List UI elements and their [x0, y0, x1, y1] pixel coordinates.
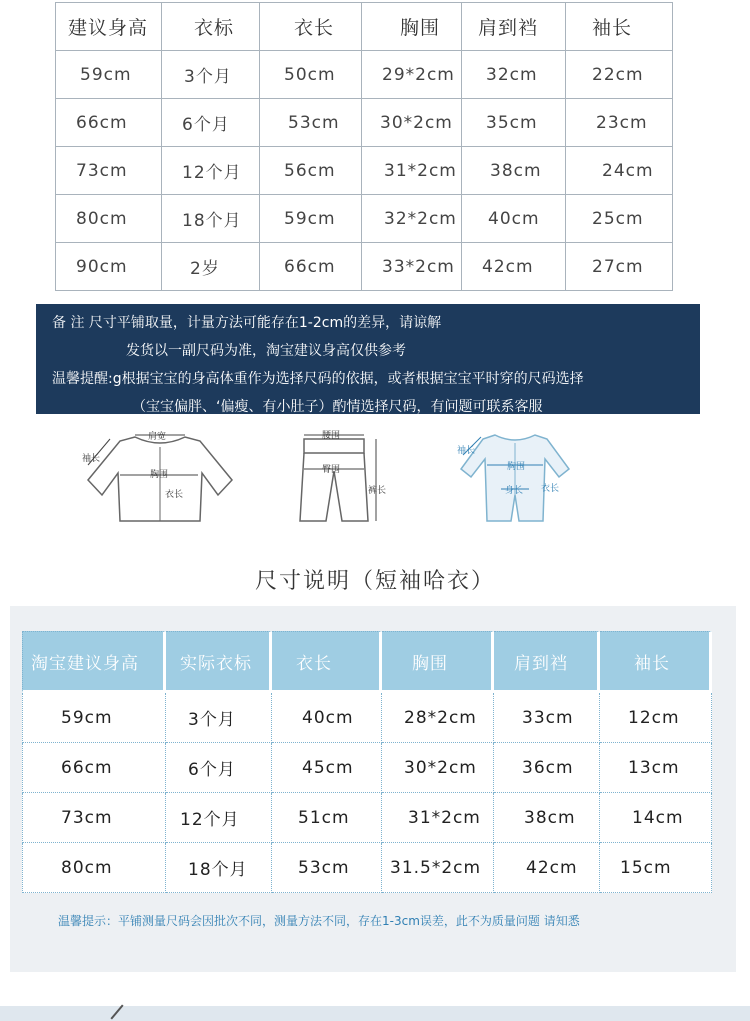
table-cell [494, 843, 600, 893]
cell-value: 3个月 [184, 67, 232, 87]
cell-value: 51cm [298, 807, 350, 828]
cell-value: 18个月 [182, 211, 242, 231]
cell-value: 38cm [524, 807, 576, 828]
header-cell [260, 3, 362, 51]
cell-value: 66cm [61, 757, 113, 778]
header-label: 淘宝建议身高 [31, 653, 139, 674]
cell-value: 6个月 [182, 115, 230, 135]
label-length: 衣长 [165, 490, 184, 500]
cell-value: 31*2cm [408, 807, 481, 828]
table-cell [162, 195, 260, 243]
table-cell [494, 743, 600, 793]
table-cell [566, 51, 673, 99]
cell-value: 23cm [596, 112, 648, 133]
table-cell [56, 147, 162, 195]
table-row [22, 743, 712, 793]
cell-value: 29*2cm [382, 64, 455, 85]
cell-value: 31*2cm [384, 160, 457, 181]
table-cell [166, 793, 272, 843]
size-table-short-sleeve [22, 631, 712, 893]
table-cell [362, 243, 462, 291]
cell-value: 30*2cm [380, 112, 453, 133]
table-cell [362, 195, 462, 243]
cell-value: 12个月 [180, 810, 240, 830]
table-cell [162, 147, 260, 195]
table-cell [260, 147, 362, 195]
table-cell [566, 243, 673, 291]
header-cell [22, 631, 166, 693]
table-cell [566, 99, 673, 147]
cell-value: 2岁 [190, 259, 220, 279]
table-cell [22, 743, 166, 793]
cell-value: 18个月 [188, 860, 248, 880]
table-cell [162, 51, 260, 99]
cell-value: 56cm [284, 160, 336, 181]
table-row [22, 693, 712, 743]
label-romper-length: 衣长 [541, 484, 560, 494]
table-cell [272, 743, 382, 793]
table-cell [272, 693, 382, 743]
header-label: 胸围 [412, 653, 448, 674]
table-cell [382, 693, 494, 743]
table-cell [462, 51, 566, 99]
table-cell [566, 147, 673, 195]
table-row [56, 195, 673, 243]
header-cell [162, 3, 260, 51]
note-line: 备 注 尺寸平铺取量，计量方法可能存在1-2cm的差异，请谅解 [52, 315, 442, 331]
table-cell [600, 793, 712, 843]
cell-value: 66cm [284, 256, 336, 277]
cell-value: 59cm [80, 64, 132, 85]
table-cell [166, 843, 272, 893]
label-romper-body: 身长 [505, 486, 524, 496]
header-cell [566, 3, 673, 51]
table-cell [166, 693, 272, 743]
size-table-section [0, 0, 750, 300]
note-line: 发货以一副尺码为准，淘宝建议身高仅供参考 [126, 343, 406, 359]
header-label: 肩到裆 [514, 653, 568, 674]
header-cell [56, 3, 162, 51]
table-cell [382, 743, 494, 793]
table-row [22, 793, 712, 843]
cell-value: 42cm [526, 857, 578, 878]
header-label: 衣标 [194, 17, 235, 39]
cell-value: 27cm [592, 256, 644, 277]
cell-value: 36cm [522, 757, 574, 778]
table-header-row [22, 631, 712, 693]
table-cell [600, 843, 712, 893]
table-cell [462, 243, 566, 291]
table-cell [600, 743, 712, 793]
cell-value: 90cm [76, 256, 128, 277]
table-cell [22, 693, 166, 743]
cell-value: 66cm [76, 112, 128, 133]
table-cell [566, 195, 673, 243]
header-cell [166, 631, 272, 693]
label-chest: 胸围 [150, 470, 169, 480]
table-row [56, 51, 673, 99]
label-hip: 臀围 [322, 465, 341, 475]
cell-value: 80cm [61, 857, 113, 878]
header-cell [272, 631, 382, 693]
cell-value: 28*2cm [404, 707, 477, 728]
label-shoulder: 肩宽 [148, 432, 167, 442]
size-tip-text: 温馨提示：平铺测量尺码会因批次不同，测量方法不同，存在1-3cm误差，此不为质量问题 请知悉 [58, 914, 580, 928]
cell-value: 30*2cm [404, 757, 477, 778]
header-label: 建议身高 [68, 17, 149, 39]
cell-value: 22cm [592, 64, 644, 85]
cell-value: 40cm [302, 707, 354, 728]
header-label: 袖长 [634, 653, 670, 674]
cell-value: 14cm [632, 807, 684, 828]
label-romper-chest: 胸围 [507, 462, 526, 472]
table-cell [362, 147, 462, 195]
table-cell [382, 843, 494, 893]
header-label: 肩到裆 [478, 17, 539, 39]
table-cell [56, 243, 162, 291]
table-cell [260, 51, 362, 99]
pants-icon [296, 425, 396, 525]
table-cell [494, 793, 600, 843]
cell-value: 53cm [288, 112, 340, 133]
note-line: 温馨提醒:g根据宝宝的身高体重作为选择尺码的依据，或者根据宝宝平时穿的尺码选择 [52, 371, 584, 387]
label-waist: 腰围 [322, 431, 341, 441]
cell-value: 32*2cm [384, 208, 457, 229]
table-cell [162, 99, 260, 147]
header-cell [462, 3, 566, 51]
cell-value: 53cm [298, 857, 350, 878]
cell-value: 42cm [482, 256, 534, 277]
cell-value: 73cm [61, 807, 113, 828]
table-cell [260, 243, 362, 291]
table-cell [56, 99, 162, 147]
cell-value: 3个月 [188, 710, 236, 730]
cell-value: 32cm [486, 64, 538, 85]
header-label: 衣长 [296, 653, 332, 674]
notes-banner [36, 304, 700, 414]
cell-value: 50cm [284, 64, 336, 85]
table-cell [462, 147, 566, 195]
table-cell [56, 51, 162, 99]
cell-value: 33cm [522, 707, 574, 728]
table-cell [362, 51, 462, 99]
cell-value: 38cm [490, 160, 542, 181]
cell-value: 40cm [488, 208, 540, 229]
table-row [22, 843, 712, 893]
table-cell [600, 693, 712, 743]
table-cell [22, 793, 166, 843]
cell-value: 35cm [486, 112, 538, 133]
top-garment-diagram [80, 425, 240, 525]
header-cell [600, 631, 712, 693]
table-cell [462, 99, 566, 147]
table-cell [362, 99, 462, 147]
table-cell [56, 195, 162, 243]
table-row [56, 147, 673, 195]
table-cell [260, 195, 362, 243]
cell-value: 45cm [302, 757, 354, 778]
romper-icon [455, 425, 575, 525]
cell-value: 24cm [602, 160, 654, 181]
header-cell [494, 631, 600, 693]
table-cell [382, 793, 494, 843]
size-table-long-sleeve [55, 2, 673, 291]
shirt-icon [80, 425, 240, 525]
label-romper-sleeve: 袖长 [457, 446, 476, 456]
table-row [56, 99, 673, 147]
romper-diagram [455, 425, 575, 525]
cell-value: 33*2cm [382, 256, 455, 277]
section-title: 尺寸说明（短袖哈衣） [254, 569, 495, 594]
label-pants-length: 裤长 [368, 486, 387, 496]
table-cell [462, 195, 566, 243]
header-label: 实际衣标 [180, 653, 252, 674]
table-cell [166, 743, 272, 793]
header-label: 衣长 [294, 17, 335, 39]
cell-value: 73cm [76, 160, 128, 181]
size-table-section-short-sleeve [10, 606, 736, 972]
table-cell [22, 843, 166, 893]
table-cell [272, 843, 382, 893]
cell-value: 12个月 [182, 163, 242, 183]
table-row [56, 243, 673, 291]
table-cell [260, 99, 362, 147]
note-line: （宝宝偏胖、‘偏瘦、有小肚子）酌情选择尺码，有问题可联系客服 [132, 399, 543, 415]
table-cell [272, 793, 382, 843]
header-label: 胸围 [400, 17, 441, 39]
cell-value: 80cm [76, 208, 128, 229]
cell-value: 6个月 [188, 760, 236, 780]
header-label: 袖长 [592, 17, 633, 39]
label-sleeve: 袖长 [82, 454, 101, 464]
cell-value: 15cm [620, 857, 672, 878]
table-header-row [56, 3, 673, 51]
table-cell [162, 243, 260, 291]
pants-diagram [296, 425, 396, 525]
cell-value: 59cm [61, 707, 113, 728]
header-cell [382, 631, 494, 693]
header-cell [362, 3, 462, 51]
cell-value: 25cm [592, 208, 644, 229]
cell-value: 13cm [628, 757, 680, 778]
cell-value: 59cm [284, 208, 336, 229]
cell-value: 31.5*2cm [390, 857, 482, 878]
cell-value: 12cm [628, 707, 680, 728]
table-cell [494, 693, 600, 743]
